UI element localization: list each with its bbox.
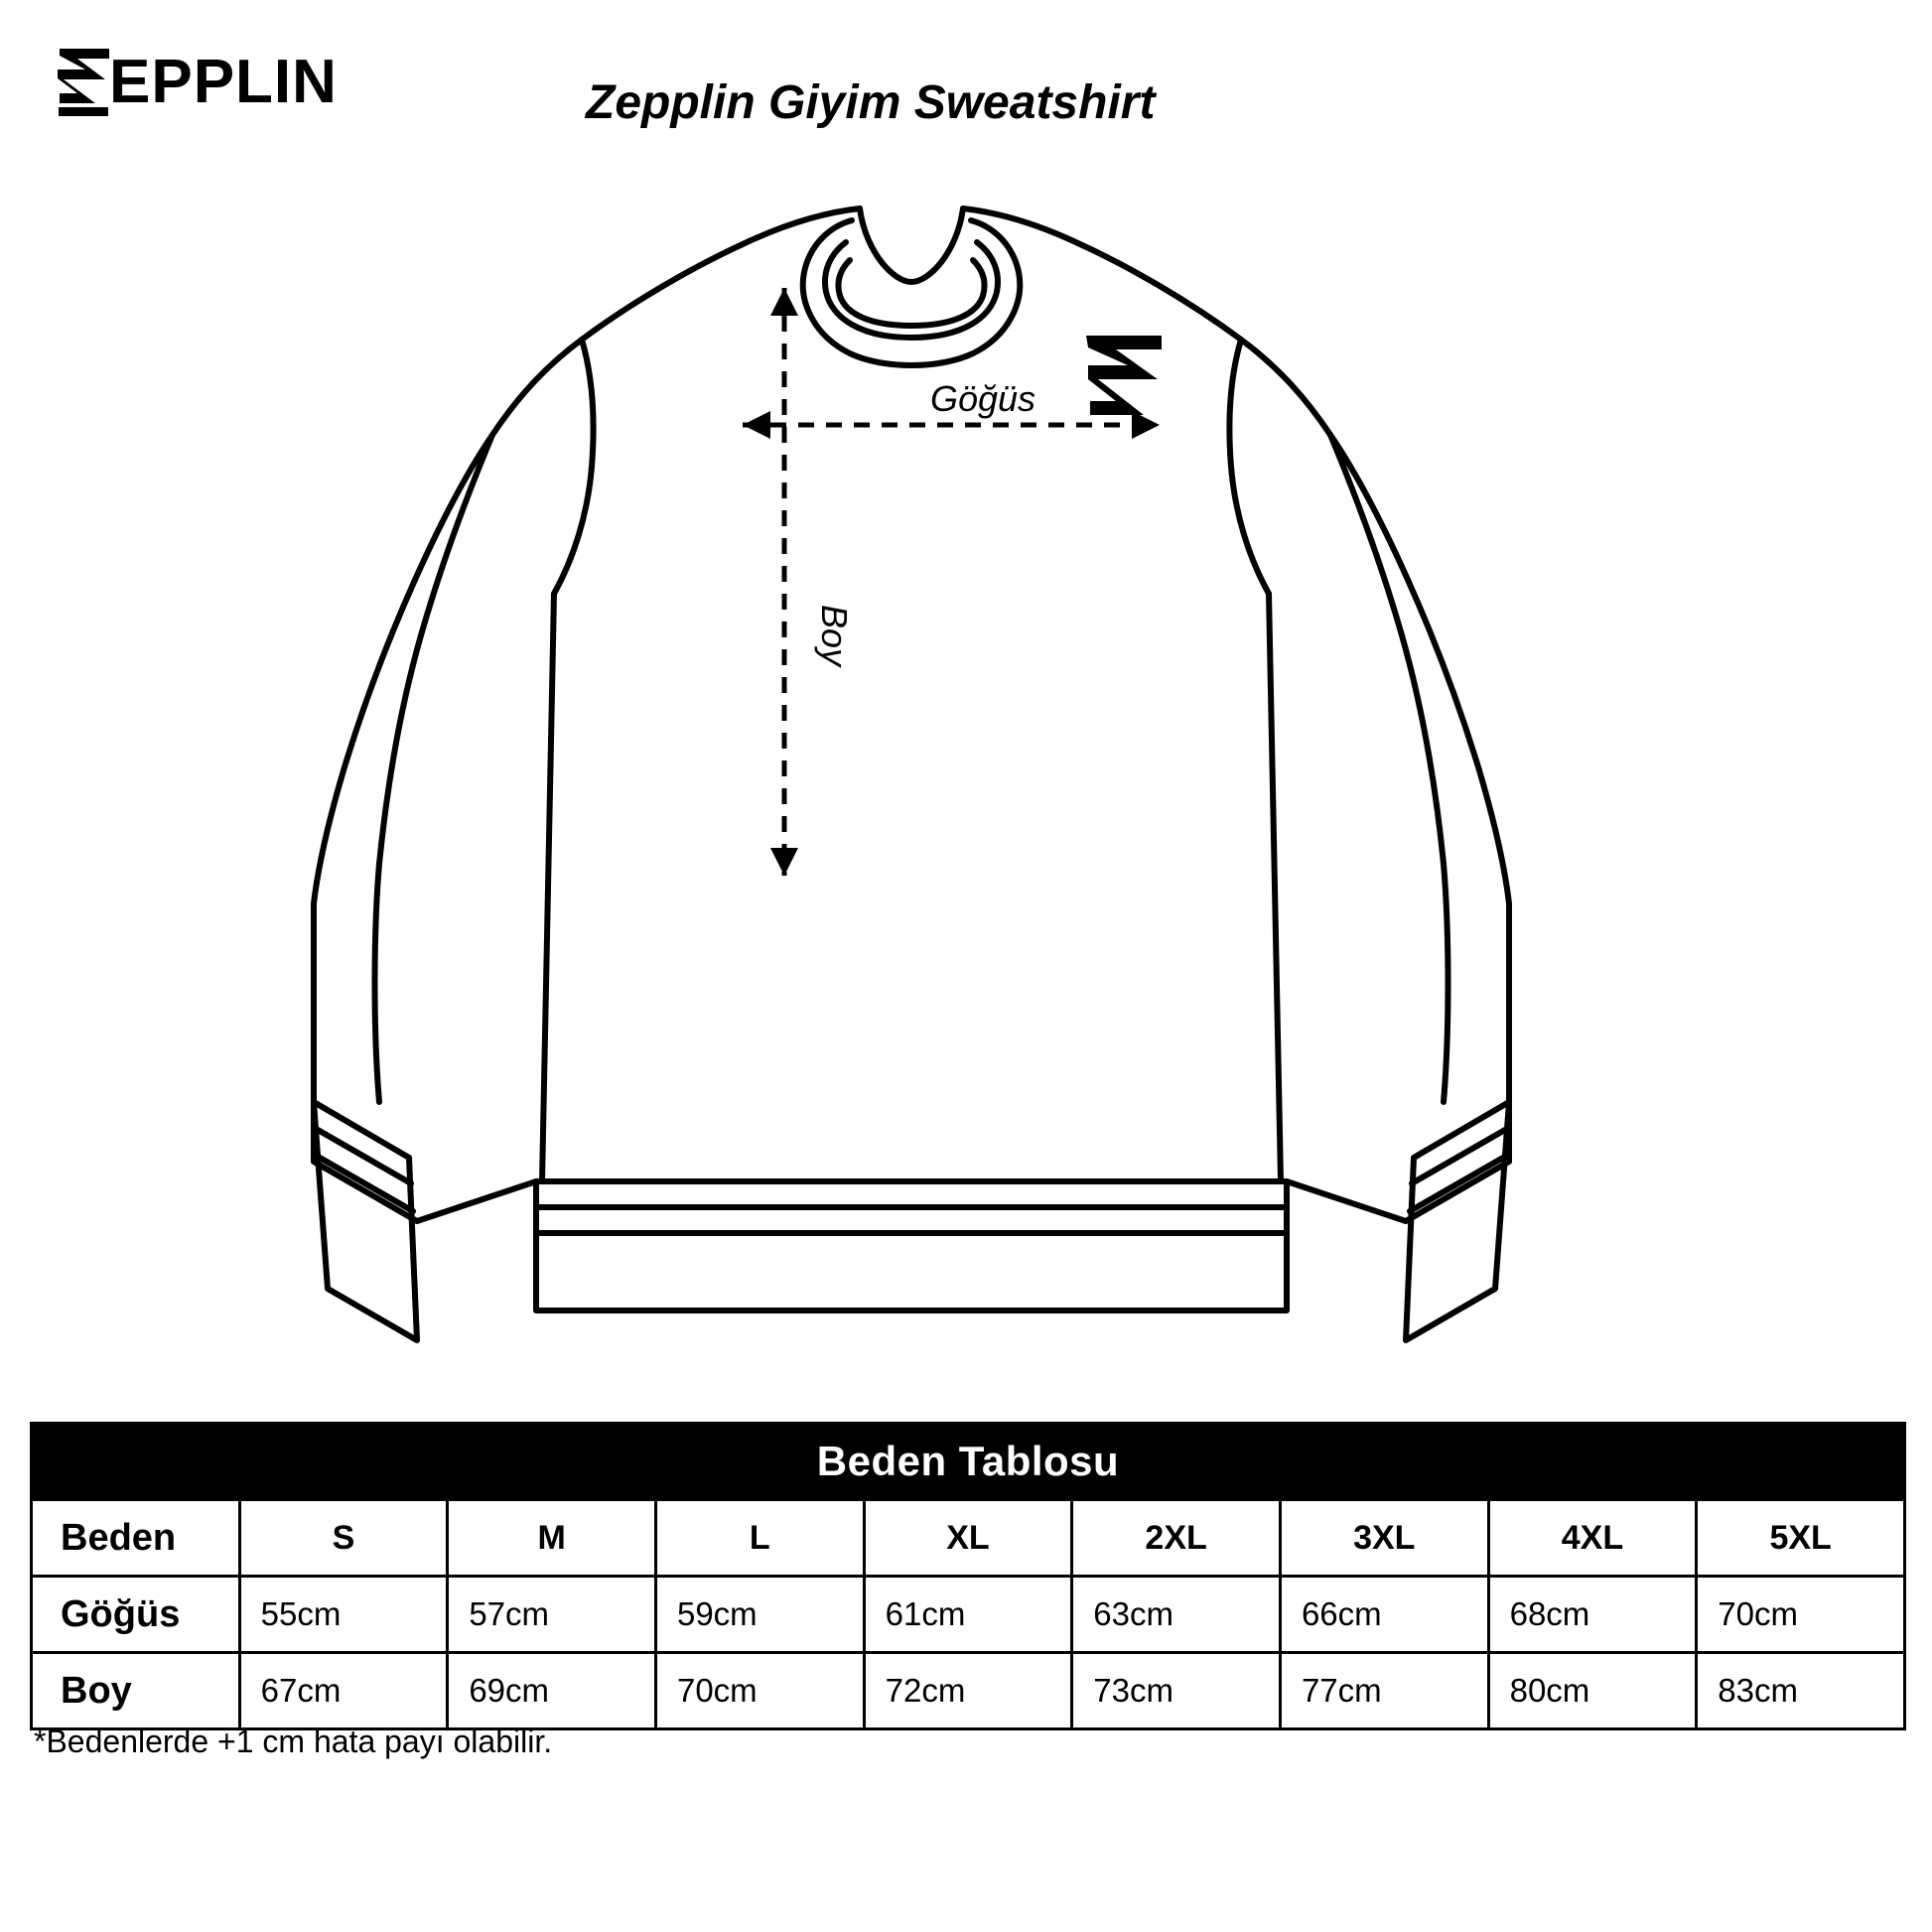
gogus-xl: 61cm [864,1577,1072,1653]
gogus-3xl: 66cm [1280,1577,1488,1653]
page-title-light: Zepplin Giyim [586,76,914,129]
boy-l: 70cm [655,1653,864,1729]
footnote: *Bedenlerde +1 cm hata payı olabilir. [34,1724,553,1759]
chest-label: Göğüs [929,378,1036,419]
table-row [32,1577,1905,1653]
size-table [30,1422,1906,1730]
page-title-bold: Sweatshirt [913,76,1156,129]
header-size-s: S [239,1500,448,1577]
header-size-m: M [448,1500,656,1577]
brand-name: EPPLIN [109,48,338,116]
boy-5xl: 83cm [1697,1653,1905,1729]
header-size-3xl: 3XL [1280,1500,1488,1577]
header-size-2xl: 2XL [1072,1500,1281,1577]
sweatshirt-outline-icon [0,169,1932,1390]
header-size-l: L [655,1500,864,1577]
brand-logo [56,46,338,119]
garment-illustration [0,169,1932,1390]
chest-zepplin-z-mark-icon [1086,336,1162,415]
gogus-s: 55cm [239,1577,448,1653]
gogus-4xl: 68cm [1488,1577,1697,1653]
header-beden: Beden [32,1500,240,1577]
gogus-l: 59cm [655,1577,864,1653]
boy-s: 67cm [239,1653,448,1729]
row-label-boy: Boy [32,1653,240,1729]
table-title-row [32,1424,1905,1500]
header-size-xl: XL [864,1500,1072,1577]
gogus-m: 57cm [448,1577,656,1653]
row-label-gogus: Göğüs [32,1577,240,1653]
page-title [586,76,1156,129]
table-row [32,1653,1905,1729]
table-title: Beden Tablosu [32,1424,1905,1500]
gogus-2xl: 63cm [1072,1577,1281,1653]
table-header-row [32,1500,1905,1577]
length-label: Boy [814,604,855,667]
boy-2xl: 73cm [1072,1653,1281,1729]
page-header [0,0,1932,189]
boy-xl: 72cm [864,1653,1072,1729]
gogus-5xl: 70cm [1697,1577,1905,1653]
header-size-4xl: 4XL [1488,1500,1697,1577]
boy-m: 69cm [448,1653,656,1729]
length-measure-arrow [770,288,798,876]
zepplin-z-mark-icon [56,46,113,119]
boy-3xl: 77cm [1280,1653,1488,1729]
header-size-5xl: 5XL [1697,1500,1905,1577]
boy-4xl: 80cm [1488,1653,1697,1729]
